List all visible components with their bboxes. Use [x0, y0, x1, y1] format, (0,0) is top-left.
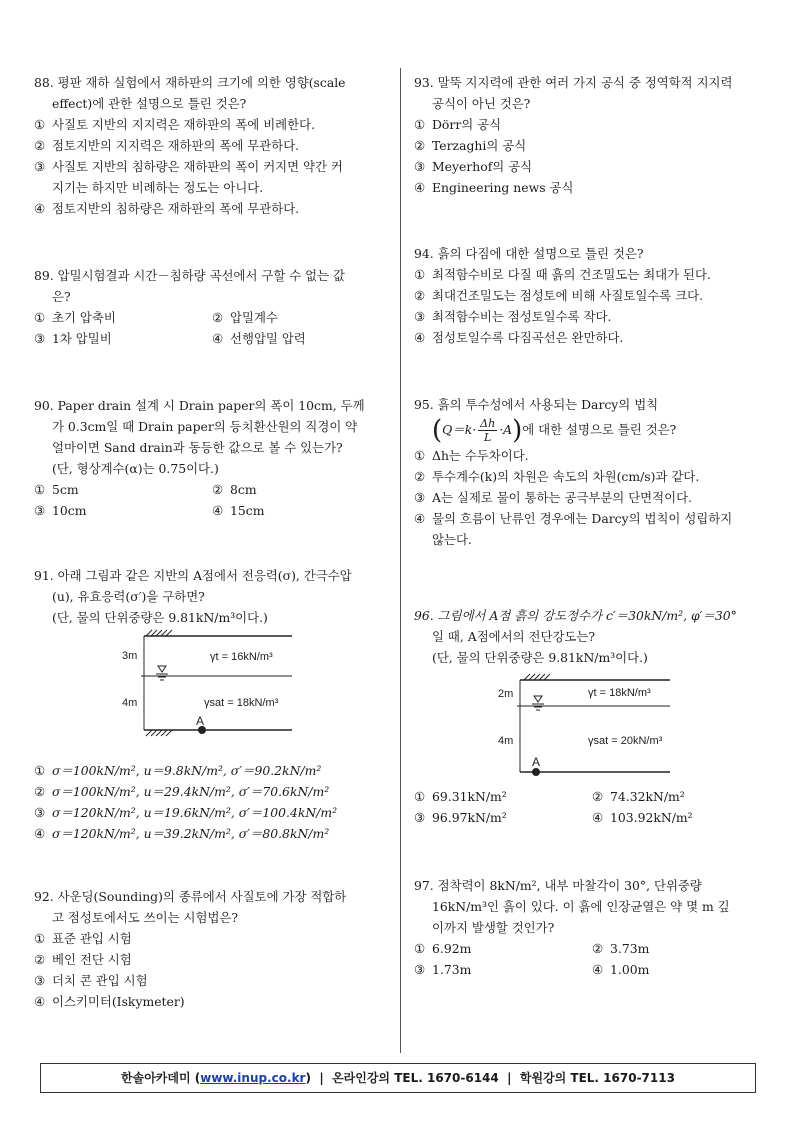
- question-stem: 92. 사운딩(Sounding)의 종류에서 사질토에 가장 적합하 고 점성토에서도 쓰이는 시험법은?: [34, 889, 347, 925]
- option-3[interactable]: ③ A는 실제로 물이 통하는 공극부분의 단면적이다.: [414, 490, 692, 505]
- water-table-symbol: [532, 696, 544, 710]
- option-3[interactable]: ③ σ＝120kN/m², u＝19.6kN/m², σ′＝100.4kN/m²: [34, 805, 338, 820]
- layer1-unit-weight: γt = 16kN/m³: [210, 651, 273, 663]
- option-1[interactable]: ① 5cm: [34, 482, 79, 497]
- option-2[interactable]: ② 압밀계수: [212, 310, 278, 325]
- option-1[interactable]: ① 69.31kN/m²: [414, 789, 507, 804]
- option-1[interactable]: ① Δh는 수두차이다.: [414, 448, 529, 463]
- option-3[interactable]: ③ 사질토 지반의 침하량은 재하판의 폭이 커지면 약간 커 지기는 하지만 비례하는 정도는 아니다.: [34, 159, 343, 195]
- option-4[interactable]: ④ σ＝120kN/m², u＝39.2kN/m², σ′＝80.8kN/m²: [34, 826, 330, 841]
- option-1[interactable]: ① σ＝100kN/m², u＝9.8kN/m², σ′＝90.2kN/m²: [34, 763, 322, 778]
- question-97: [414, 875, 770, 980]
- option-2[interactable]: ② 3.73m: [592, 941, 650, 956]
- footer-separator: |: [507, 1071, 512, 1085]
- option-4[interactable]: ④ 점토지반의 침하량은 재하판의 폭에 무관하다.: [34, 201, 300, 216]
- question-stem: 95. 흙의 투수성에서 사용되는 Darcy의 법칙: [414, 397, 659, 412]
- footer-website-link[interactable]: www.inup.co.kr: [200, 1071, 306, 1085]
- question-stem: 96. 그림에서 A점 흙의 강도정수가 c′＝30kN/m², φ′＝30° 일 때, A점에서의 전단강도는? (단, 물의 단위중량은 9.81kN/m³이다.): [414, 608, 737, 665]
- soil-profile-diagram: [34, 628, 390, 760]
- ground-hatch-top: [524, 674, 550, 680]
- question-stem: 91. 아래 그림과 같은 지반의 A점에서 전응력(σ), 간극수압 (u), 유효응력(σ′)을 구하면? (단, 물의 단위중량은 9.81kN/m³이다.): [34, 568, 352, 625]
- option-3[interactable]: ③ 10cm: [34, 503, 87, 518]
- page-footer: 한솔아카데미 (www.inup.co.kr) | 온라인강의 TEL. 1670-6144 | 학원강의 TEL. 1670-7113: [40, 1063, 756, 1093]
- option-1[interactable]: ① 최적함수비로 다질 때 흙의 건조밀도는 최대가 된다.: [414, 267, 711, 282]
- option-3[interactable]: ③ 96.97kN/m²: [414, 810, 507, 825]
- layer1-height: 3m: [122, 650, 138, 662]
- option-3[interactable]: ③ 1.73m: [414, 962, 472, 977]
- option-2[interactable]: ② 점토지반의 지지력은 재하판의 폭에 무관하다.: [34, 138, 300, 153]
- layer2-height: 4m: [498, 735, 514, 747]
- question-stem: 94. 흙의 다짐에 대한 설명으로 틀린 것은?: [414, 246, 644, 261]
- question-92: [34, 886, 390, 1012]
- option-4[interactable]: ④ 물의 흐름이 난류인 경우에는 Darcy의 법칙이 성립하지 않는다.: [414, 511, 733, 547]
- option-2[interactable]: ② 투수계수(k)의 차원은 속도의 차원(cm/s)과 같다.: [414, 469, 700, 484]
- option-3[interactable]: ③ 더치 콘 관입 시험: [34, 973, 148, 988]
- point-a-label: A: [196, 714, 205, 728]
- layer2-unit-weight: γsat = 18kN/m³: [204, 697, 279, 709]
- soil-profile-figure: [414, 668, 770, 786]
- footer-online-phone: 온라인강의 TEL. 1670-6144: [332, 1071, 499, 1085]
- question-stem: 89. 압밀시험결과 시간－침하량 곡선에서 구할 수 없는 값 은?: [34, 268, 346, 304]
- option-4[interactable]: ④ 15cm: [212, 503, 265, 518]
- option-1[interactable]: ① Dörr의 공식: [414, 117, 502, 132]
- option-4[interactable]: ④ 1.00m: [592, 962, 650, 977]
- option-1[interactable]: ① 초기 압축비: [34, 310, 116, 325]
- darcy-equation-line: (Q＝k· $\frac{\Delta h}{L}$ ·A)에 대한 설명으로 틀린 것은?: [432, 415, 677, 446]
- ground-hatch-bottom: [146, 730, 172, 736]
- layer1-height: 2m: [498, 688, 514, 700]
- option-1[interactable]: ① 사질토 지반의 지지력은 재하판의 폭에 비례한다.: [34, 117, 316, 132]
- option-4[interactable]: ④ 이스키미터(Iskymeter): [34, 994, 185, 1009]
- option-1[interactable]: ① 표준 관입 시험: [34, 931, 132, 946]
- question-94: [414, 243, 770, 348]
- option-2[interactable]: ② σ＝100kN/m², u＝29.4kN/m², σ′＝70.6kN/m²: [34, 784, 330, 799]
- question-88: [34, 72, 390, 219]
- footer-org: 한솔아카데미 (: [121, 1071, 201, 1085]
- question-stem: 90. Paper drain 설계 시 Drain paper의 폭이 10cm, 두께 가 0.3cm일 때 Drain paper의 등치환산원의 직경이 약 얼마이면 Sand drain과 동등한 값으로 볼 수 있는가? (단, 형상계수(α)는 0.75이다.): [34, 398, 365, 476]
- layer2-unit-weight: γsat = 20kN/m³: [588, 735, 663, 747]
- layer1-unit-weight: γt = 18kN/m³: [588, 687, 651, 699]
- option-2[interactable]: ② 8cm: [212, 482, 257, 497]
- point-a-label: A: [532, 755, 541, 769]
- water-table-symbol: [156, 666, 168, 680]
- point-a-marker: [532, 768, 540, 776]
- option-2[interactable]: ② Terzaghi의 공식: [414, 138, 527, 153]
- layer2-height: 4m: [122, 697, 138, 709]
- footer-separator: |: [319, 1071, 324, 1085]
- option-2[interactable]: ② 최대건조밀도는 점성토에 비해 사질토일수록 크다.: [414, 288, 704, 303]
- fraction: $\frac{\Delta h}{L}$: [480, 417, 496, 444]
- question-90: [34, 395, 390, 521]
- option-2[interactable]: ② 베인 전단 시험: [34, 952, 132, 967]
- option-3[interactable]: ③ 1차 압밀비: [34, 331, 112, 346]
- option-2[interactable]: ② 74.32kN/m²: [592, 789, 685, 804]
- option-4[interactable]: ④ Engineering news 공식: [414, 180, 574, 195]
- question-95: [414, 394, 770, 550]
- soil-profile-diagram: [414, 668, 770, 786]
- option-3[interactable]: ③ Meyerhof의 공식: [414, 159, 533, 174]
- option-3[interactable]: ③ 최적함수비는 점성토일수록 작다.: [414, 309, 612, 324]
- question-91: [34, 565, 390, 844]
- question-stem: 93. 말뚝 지지력에 관한 여러 가지 공식 중 정역학적 지지력 공식이 아닌 것은?: [414, 75, 733, 111]
- soil-profile-figure: [34, 628, 390, 760]
- column-divider: [400, 68, 401, 1053]
- option-4[interactable]: ④ 선행압밀 압력: [212, 331, 306, 346]
- question-stem: 97. 점착력이 8kN/m², 내부 마찰각이 30°, 단위중량 16kN/m³인 흙이 있다. 이 흙에 인장균열은 약 몇 m 깊 이까지 발생할 것인가?: [414, 878, 730, 935]
- question-89: [34, 265, 390, 349]
- option-4[interactable]: ④ 103.92kN/m²: [592, 810, 693, 825]
- question-96: [414, 605, 770, 828]
- option-4[interactable]: ④ 점성토일수록 다짐곡선은 완만하다.: [414, 330, 624, 345]
- footer-offline-phone: 학원강의 TEL. 1670-7113: [519, 1071, 675, 1085]
- option-1[interactable]: ① 6.92m: [414, 941, 472, 956]
- ground-hatch-top: [146, 630, 172, 636]
- question-93: [414, 72, 770, 198]
- question-stem: 88. 평판 재하 실험에서 재하판의 크기에 의한 영향(scale effect)에 관한 설명으로 틀린 것은?: [34, 75, 346, 111]
